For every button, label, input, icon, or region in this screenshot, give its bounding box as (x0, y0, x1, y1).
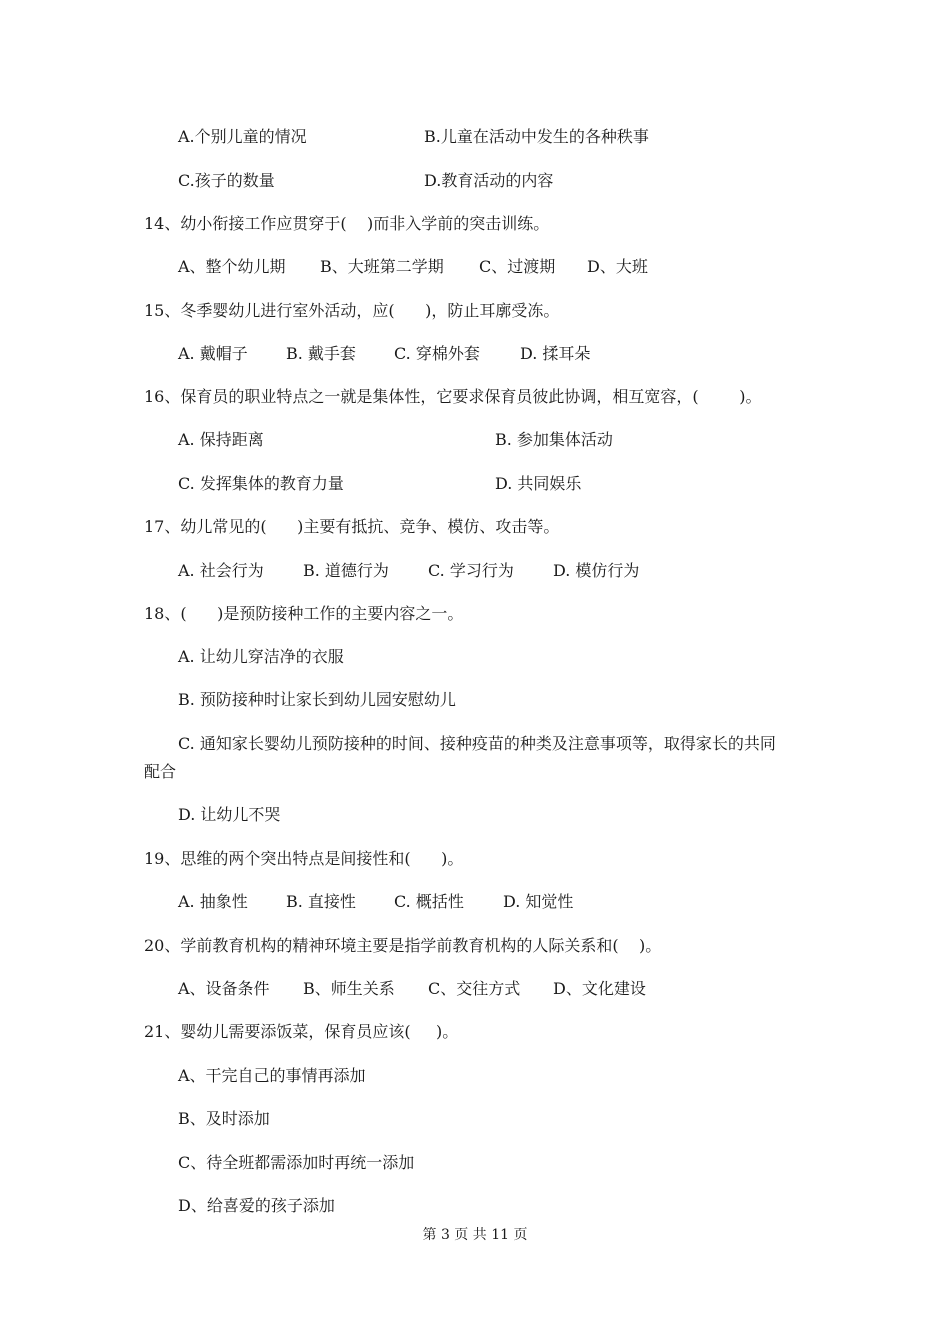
q20-stem: 20、学前教育机构的精神环境主要是指学前教育机构的人际关系和( )。 (144, 936, 662, 955)
q19-option-d: D. 知觉性 (503, 892, 574, 911)
q18-option-c-line2: 配合 (144, 762, 177, 781)
q15-option-d: D. 揉耳朵 (520, 344, 591, 363)
q21-option-b: B、及时添加 (178, 1109, 270, 1128)
q19-stem: 19、思维的两个突出特点是间接性和( )。 (144, 849, 464, 868)
q19-option-c: C. 概括性 (394, 892, 464, 911)
q14-option-d: D、大班 (587, 257, 648, 276)
q15-option-c: C. 穿棉外套 (394, 344, 480, 363)
q19-option-b: B. 直接性 (286, 892, 356, 911)
q21-stem: 21、婴幼儿需要添饭菜，保育员应该( )。 (144, 1022, 459, 1041)
q18-option-a: A. 让幼儿穿洁净的衣服 (178, 647, 344, 666)
q17-option-a: A. 社会行为 (178, 561, 264, 580)
q20-option-b: B、师生关系 (303, 979, 395, 998)
q14-option-c: C、过渡期 (479, 257, 556, 276)
q20-option-d: D、文化建设 (553, 979, 646, 998)
q19-option-a: A. 抽象性 (178, 892, 248, 911)
q21-option-a: A、干完自己的事情再添加 (178, 1066, 366, 1085)
q18-stem: 18、( )是预防接种工作的主要内容之一。 (144, 604, 464, 623)
q14-stem: 14、幼小衔接工作应贯穿于( )而非入学前的突击训练。 (144, 214, 550, 233)
q14-option-b: B、大班第二学期 (320, 257, 444, 276)
q14-option-a: A、整个幼儿期 (178, 257, 286, 276)
q16-option-b: B. 参加集体活动 (495, 430, 613, 449)
q13-option-d: D.教育活动的内容 (424, 171, 554, 190)
q15-stem: 15、冬季婴幼儿进行室外活动，应( )，防止耳廓受冻。 (144, 301, 560, 320)
q20-option-a: A、设备条件 (178, 979, 270, 998)
q20-option-c: C、交往方式 (428, 979, 521, 998)
q13-option-b: B.儿童在活动中发生的各种秩事 (424, 127, 649, 146)
q16-option-c: C. 发挥集体的教育力量 (178, 474, 344, 493)
q13-option-a: A.个别儿童的情况 (178, 127, 307, 146)
q18-option-c-line1: C. 通知家长婴幼儿预防接种的时间、接种疫苗的种类及注意事项等，取得家长的共同 (178, 734, 776, 753)
q17-option-d: D. 模仿行为 (553, 561, 640, 580)
q18-option-d: D. 让幼儿不哭 (178, 805, 281, 824)
q16-option-d: D. 共同娱乐 (495, 474, 582, 493)
q15-option-b: B. 戴手套 (286, 344, 356, 363)
page-footer: 第 3 页 共 11 页 (422, 1227, 528, 1243)
q17-option-b: B. 道德行为 (303, 561, 389, 580)
q18-option-b: B. 预防接种时让家长到幼儿园安慰幼儿 (178, 690, 456, 709)
q21-option-d: D、给喜爱的孩子添加 (178, 1196, 335, 1215)
q21-option-c: C、待全班都需添加时再统一添加 (178, 1153, 415, 1172)
q13-option-c: C.孩子的数量 (178, 171, 275, 190)
q16-stem: 16、保育员的职业特点之一就是集体性，它要求保育员彼此协调，相互宽容，( )。 (144, 387, 762, 406)
q17-option-c: C. 学习行为 (428, 561, 514, 580)
q15-option-a: A. 戴帽子 (178, 344, 248, 363)
q17-stem: 17、幼儿常见的( )主要有抵抗、竞争、模仿、攻击等。 (144, 517, 560, 536)
q16-option-a: A. 保持距离 (178, 430, 264, 449)
